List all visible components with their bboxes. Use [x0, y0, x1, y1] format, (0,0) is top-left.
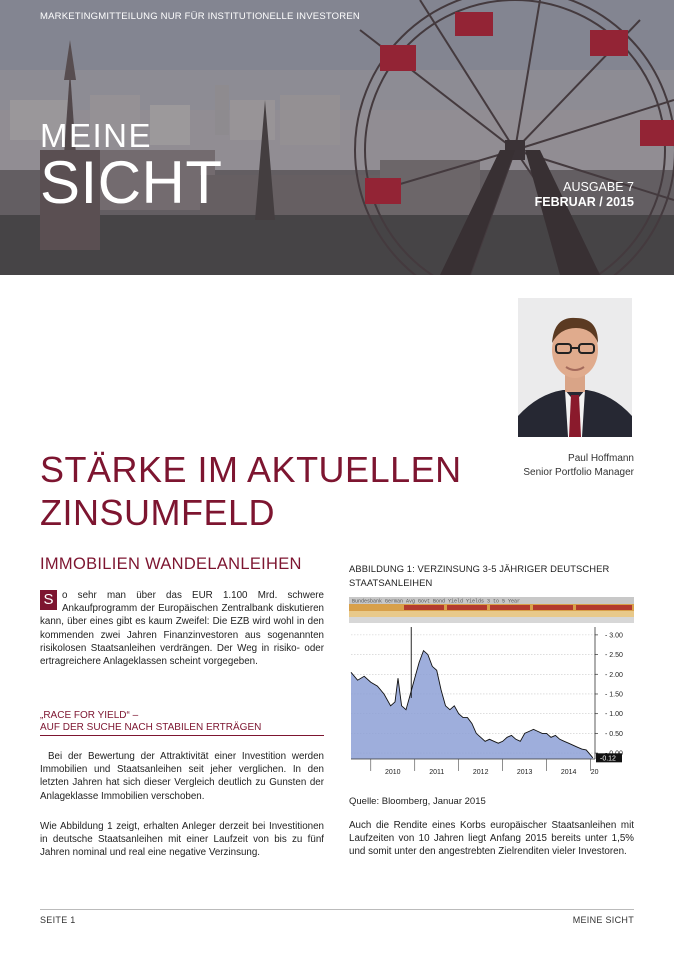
intro-paragraph [40, 589, 324, 668]
footer-divider [40, 909, 634, 910]
terminal-period-bar [349, 617, 634, 623]
yield-chart-svg [349, 597, 634, 780]
y-tick-label: - 2.50 [605, 652, 623, 660]
article-subheadline: IMMOBILIEN WANDELANLEIHEN [40, 555, 302, 573]
author-name: Paul Hoffmann [568, 453, 634, 464]
figure-caption-line2: STAATSANLEIHEN [349, 577, 433, 588]
publication-title-line1: MEINE [40, 117, 153, 154]
y-tick-label: - 0.50 [605, 730, 623, 738]
chart-title: Bundesbank German Avg Govt Bond Yield Yields 3 to 5 Year [352, 598, 521, 605]
x-tick-label: 2011 [429, 769, 445, 776]
headline-line2: ZINSUMFELD [40, 492, 276, 533]
marketing-disclaimer: MARKETINGMITTEILUNG NUR FÜR INSTITUTIONELLE INVESTOREN [40, 11, 360, 22]
body-paragraph-2: Bei der Bewertung der Attraktivität einer Investition werden Immobilien und Staatsanleihen seit jeher verglichen. In den letzten Jahren hat sich dieser Vergleich deutlich zu Gunsten der Anlageklasse Immobilien verschoben. [40, 751, 324, 802]
headline-line1: STÄRKE IM AKTUELLEN [40, 449, 462, 490]
section-heading [40, 710, 324, 734]
figure-source: Quelle: Bloomberg, Januar 2015 [349, 796, 486, 807]
figure-caption-line1: ABBILDUNG 1: VERZINSUNG 3-5 JÄHRIGER DEUTSCHER [349, 563, 610, 574]
x-tick-label: 2014 [560, 769, 577, 776]
x-tick-label: 2012 [472, 769, 489, 776]
author-photo-icon [518, 298, 632, 437]
author-info [523, 452, 634, 480]
author-role: Senior Portfolio Manager [523, 467, 634, 478]
drop-cap: S [40, 590, 57, 610]
terminal-date-bar [349, 611, 634, 617]
y-tick-label: - 1.50 [605, 691, 623, 699]
page-number: SEITE 1 [40, 915, 76, 925]
body-paragraph-3: Wie Abbildung 1 zeigt, erhalten Anleger derzeit bei Investitionen in deutsche Staatsanleihen mit einer Laufzeit von bis zu fünf Jahren nominal und real eine negative Verzinsung. [40, 821, 324, 859]
yield-chart [349, 597, 634, 780]
section-heading-line1: „RACE FOR YIELD“ – [40, 710, 139, 721]
issue-info [535, 180, 634, 210]
issue-date: FEBRUAR / 2015 [534, 195, 634, 209]
x-tick-label: 2013 [516, 769, 533, 776]
publication-title-line2: SICHT [40, 149, 223, 216]
y-tick-label: - 2.00 [605, 671, 623, 679]
intro-text: o sehr man über das EUR 1.100 Mrd. schwere Ankaufprogramm der Europäischen Zentralbank diskutieren kann, über eines gibt es kaum Zweifel: Die EZB wird wohl in den kommenden zwei Jahren Finanzinvestoren aus sogenannten risikolosen Staatsanleihen verdrängen. Der Weg in risiko- oder ertragreichere Anlageklassen scheint vorgegeben. [40, 590, 324, 668]
last-value-label: -0.12 [600, 755, 616, 763]
footer-publication-name: MEINE SICHT [572, 915, 634, 925]
figure-caption [349, 562, 634, 590]
author-portrait [518, 298, 632, 437]
issue-number: AUSGABE 7 [563, 180, 634, 194]
section-heading-line2: AUF DER SUCHE NACH STABILEN ERTRÄGEN [40, 722, 262, 733]
header-banner [0, 0, 674, 275]
section-divider [40, 735, 324, 736]
y-tick-label: - 3.00 [605, 632, 623, 640]
body-paragraph-4: Auch die Rendite eines Korbs europäischer Staatsanleihen mit Laufzeiten von 10 Jahren liegt Anfang 2015 bereits unter 1,5% und somit unter den angestrebten Zielrenditen vieler Investoren. [349, 820, 634, 858]
x-tick-label: 20 [590, 769, 599, 776]
x-tick-label: 2010 [384, 769, 401, 776]
article-headline [40, 448, 462, 534]
y-tick-label: - 1.00 [605, 711, 623, 719]
